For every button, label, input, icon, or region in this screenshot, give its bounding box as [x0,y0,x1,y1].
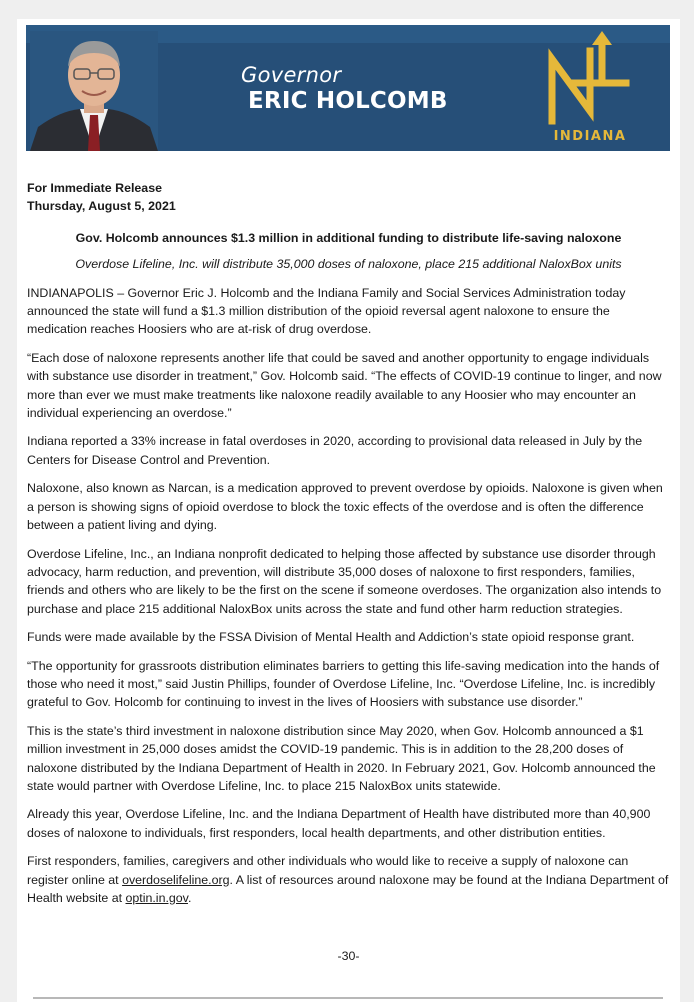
body-paragraph: Naloxone, also known as Narcan, is a medication approved to prevent overdose by opioids. Naloxone is given when a person is showing signs of opioid overdose to block the toxic effects of the overdose and is often the difference between a patient living and dying. [27,481,663,533]
body-paragraph: Funds were made available by the FSSA Division of Mental Health and Addiction’s state opioid response grant. [27,630,635,645]
release-content [27,179,670,907]
footer-divider [33,997,663,999]
banner-state-label: INDIANA [553,129,627,144]
banner-title-name: ERIC HOLCOMB [248,88,448,114]
closing-text-middle: . A list of resources around naloxone may be found at the Indiana Department of Health website at [27,872,669,905]
indiana-logo-icon [542,29,638,127]
closing-text-start: First responders, families, caregivers and other individuals who would like to receive a supply of naloxone can register online at [27,854,629,887]
body-paragraph: Indiana reported a 33% increase in fatal overdoses in 2020, according to provisional data released in July by the Centers for Disease Control and Prevention. [27,434,643,467]
release-subheadline: Overdose Lifeline, Inc. will distribute 35,000 doses of naloxone, place 215 additional NaloxBox units [75,257,622,272]
optin-link[interactable]: optin.in.gov [125,891,188,905]
closing-paragraph [27,852,670,907]
end-mark: -30- [337,949,360,963]
body-paragraph: Overdose Lifeline, Inc., an Indiana nonprofit dedicated to helping those affected by substance use disorder through advocacy, harm reduction, and prevention, will distribute 35,000 doses of naloxone to first responders, families, friends and others who are likely to be the first on the scene if someone overdoses. The organization also intends to purchase and place 215 additional NaloxBox units across the state and fund other harm reduction strategies. [27,546,662,616]
banner-title-governor: Governor [241,63,342,87]
body-paragraph: Already this year, Overdose Lifeline, Inc. and the Indiana Department of Health have distributed more than 40,900 doses of naloxone to individuals, first responders, local health departments, and other distribution entities. [27,807,651,840]
press-release-page [17,19,680,1002]
body-paragraph: “The opportunity for grassroots distribution eliminates barriers to getting this life-saving medication into the hands of those who need it most,” said Justin Phillips, founder of Overdose Lifeline, Inc. “Overdose Lifeline, Inc. is incredibly grateful to Gov. Holcomb for continuing to invest in the lives of Hoosiers with substance use disorder.” [27,658,660,710]
release-date: Thursday, August 5, 2021 [27,199,176,214]
governor-portrait [30,31,158,151]
closing-text-end: . [187,891,192,905]
body-paragraph: INDIANAPOLIS – Governor Eric J. Holcomb and the Indiana Family and Social Services Administration today announced the state will fund a $1.3 million distribution of the opioid reversal agent naloxone to ensure the medication reaches Hoosiers who are at-risk of drug overdose. [27,285,626,337]
release-headline: Gov. Holcomb announces $1.3 million in additional funding to distribute life-saving naloxone [75,230,622,245]
body-paragraph: This is the state’s third investment in naloxone distribution since May 2020, when Gov. Holcomb announced a $1 million investment in 25,000 doses amidst the COVID-19 pandemic. This is in addition to the 28,200 doses of naloxone distributed by the Indiana Department of Health in 2020. In February 2021, Gov. Holcomb announced the state would partner with Overdose Lifeline, Inc. to place 215 NaloxBox units statewide. [27,723,656,793]
body-paragraph: “Each dose of naloxone represents another life that could be saved and another opportunity to engage individuals with substance use disorder in treatment,” Gov. Holcomb said. “The effects of COVID-19 continue to linger, and now more than ever we must make treatments like naloxone readily available to any Hoosier who may encounter an individual experiencing an overdose.” [27,350,662,421]
header-banner [26,25,670,151]
release-label: For Immediate Release [27,181,162,195]
overdoselifeline-link[interactable]: overdoselifeline.org [122,872,230,887]
